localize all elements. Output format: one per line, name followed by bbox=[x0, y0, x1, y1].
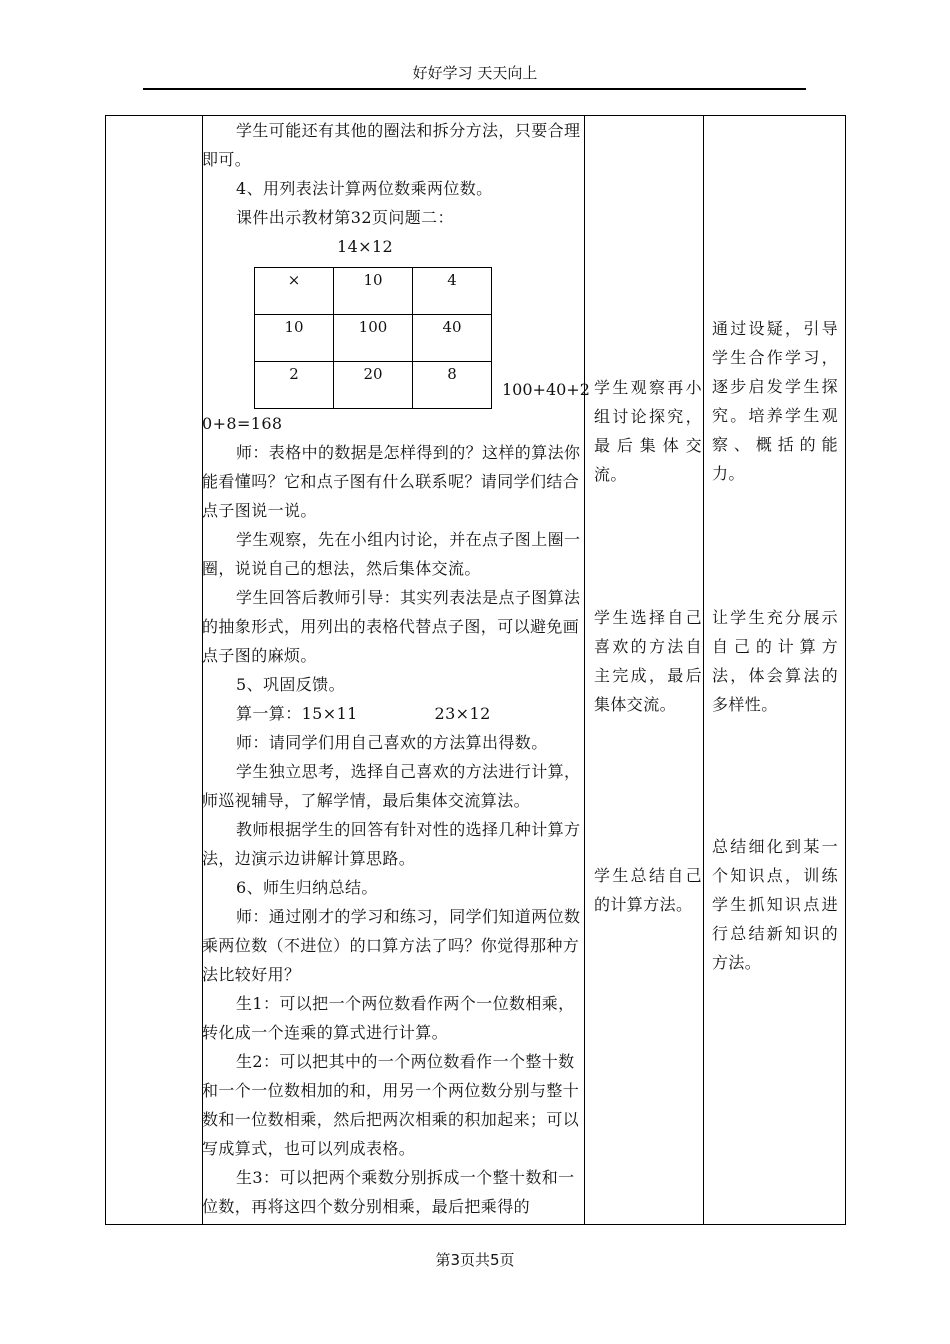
section-heading: 4、用列表法计算两位数乘两位数。 bbox=[236, 179, 493, 198]
exercise: 算一算：15×11 23×12 bbox=[236, 704, 491, 723]
paragraph: 师：表格中的数据是怎样得到的？这样的算法你能看懂吗？它和点子图有什么联系呢？请同学们结合点子图说一说。 bbox=[202, 443, 581, 520]
paragraph: 生1：可以把一个两位数看作两个一位数相乘，转化成一个连乘的算式进行计算。 bbox=[202, 994, 575, 1042]
grid-row bbox=[255, 268, 492, 315]
student-activity-text: 学生选择自己喜欢的方法自主完成，最后集体交流。 bbox=[594, 608, 702, 714]
paragraph: 学生可能还有其他的圈法和拆分方法，只要合理即可。 bbox=[202, 121, 581, 169]
page-footer: 第3页共5页 bbox=[435, 1251, 515, 1269]
grid-cell: 20 bbox=[334, 362, 413, 409]
page-header: 好好学习 天天向上 bbox=[412, 64, 538, 82]
paragraph: 学生独立思考，选择自己喜欢的方法进行计算，师巡视辅导，了解学情，最后集体交流算法。 bbox=[202, 762, 581, 810]
paragraph: 师：请同学们用自己喜欢的方法算出得数。 bbox=[236, 733, 548, 752]
column-divider bbox=[703, 116, 704, 1224]
grid-row bbox=[255, 362, 492, 409]
multiplication-grid-block bbox=[202, 261, 590, 409]
formula: 14×12 bbox=[337, 237, 394, 256]
grid-cell: × bbox=[255, 268, 334, 315]
design-intent bbox=[712, 314, 838, 488]
grid-cell: 4 bbox=[413, 268, 492, 315]
paragraph: 课件出示教材第32页问题二： bbox=[236, 208, 454, 227]
grid-cell: 10 bbox=[255, 315, 334, 362]
student-activity bbox=[594, 603, 702, 719]
paragraph: 生2：可以把其中的一个两位数看作一个整十数和一个一位数相加的和，用另一个两位数分别与整十数和一位数相乘，然后把两次相乘的积加起来；可以写成算式，也可以列成表格。 bbox=[202, 1052, 580, 1158]
grid-cell: 8 bbox=[413, 362, 492, 409]
design-intent-text: 让学生充分展示自己的计算方法，体会算法的多样性。 bbox=[712, 608, 838, 714]
teaching-process-column bbox=[202, 116, 590, 1221]
paragraph: 师：通过刚才的学习和练习，同学们知道两位数乘两位数（不进位）的口算方法了吗？你觉得那种方法比较好用？ bbox=[202, 907, 581, 984]
student-activity bbox=[594, 861, 702, 919]
grid-cell: 2 bbox=[255, 362, 334, 409]
section-heading: 6、师生归纳总结。 bbox=[236, 878, 378, 897]
student-activity bbox=[594, 373, 702, 489]
paragraph: 教师根据学生的回答有针对性的选择几种计算方法，边演示边讲解计算思路。 bbox=[202, 820, 581, 868]
grid-cell: 10 bbox=[334, 268, 413, 315]
grid-row bbox=[255, 315, 492, 362]
design-intent bbox=[712, 603, 838, 719]
paragraph: 学生回答后教师引导：其实列表法是点子图算法的抽象形式，用列出的表格代替点子图，可以避免画点子图的麻烦。 bbox=[202, 588, 581, 665]
header-rule bbox=[143, 88, 806, 90]
design-intent bbox=[712, 832, 838, 977]
paragraph: 生3：可以把两个乘数分别拆成一个整十数和一位数，再将这四个数分别相乘，最后把乘得的 bbox=[202, 1168, 575, 1216]
section-heading: 5、巩固反馈。 bbox=[236, 675, 345, 694]
grid-cell: 40 bbox=[413, 315, 492, 362]
student-activity-text: 学生观察再小组讨论探究，最后集体交流。 bbox=[594, 378, 702, 484]
paragraph: 学生观察，先在小组内讨论，并在点子图上圈一圈，说说自己的想法，然后集体交流。 bbox=[202, 530, 581, 578]
grid-cell: 100 bbox=[334, 315, 413, 362]
design-intent-text: 总结细化到某一个知识点，训练学生抓知识点进行总结新知识的方法。 bbox=[712, 837, 838, 972]
multiplication-grid bbox=[254, 267, 492, 409]
grid-result: 100+40+2 bbox=[502, 380, 590, 399]
student-activity-text: 学生总结自己的计算方法。 bbox=[594, 866, 702, 914]
lesson-plan-table bbox=[105, 115, 846, 1225]
column-divider bbox=[584, 116, 585, 1224]
design-intent-text: 通过设疑，引导学生合作学习，逐步启发学生探究。培养学生观察、概括的能力。 bbox=[712, 319, 838, 483]
grid-result-continued: 0+8=168 bbox=[202, 414, 283, 433]
